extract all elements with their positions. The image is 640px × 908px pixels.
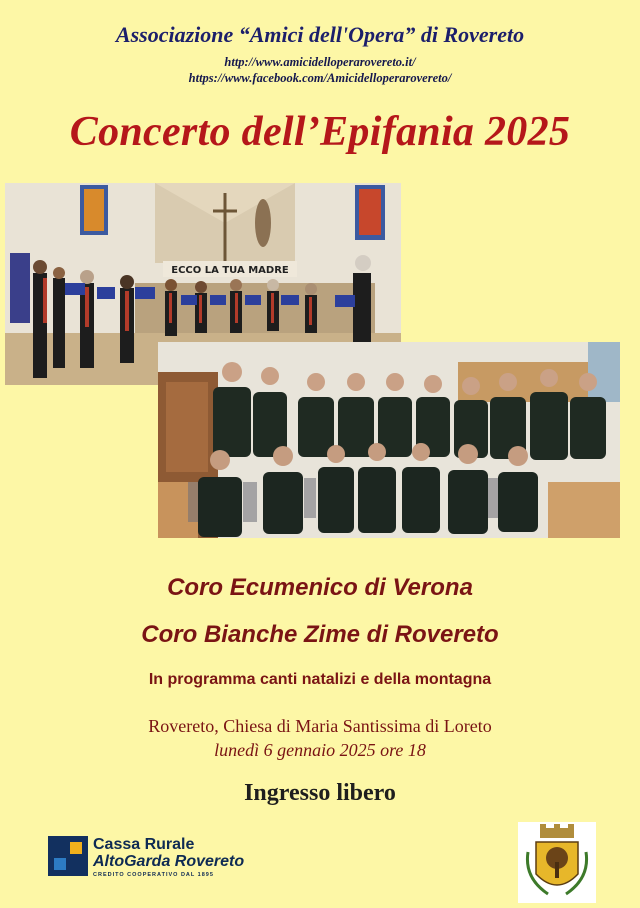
church-banner-text: ECCO LA TUA MADRE: [171, 265, 289, 276]
choir-rovereto: Coro Bianche Zime di Rovereto: [141, 621, 499, 648]
bank-logo: [48, 836, 278, 882]
bank-name-line3: CREDITO COOPERATIVO DAL 1895: [93, 872, 214, 878]
bank-name-line2: AltoGarda Rovereto: [93, 853, 245, 870]
city-crest: [518, 822, 596, 903]
bank-name-line1: Cassa Rurale: [93, 836, 195, 853]
choir-verona: Coro Ecumenico di Verona: [167, 574, 473, 601]
website-url[interactable]: http://www.amicidelloperarovereto.it/: [224, 55, 416, 69]
entry-info: Ingresso libero: [244, 780, 396, 806]
bank-logo-icon: [48, 836, 88, 876]
association-name: Associazione “Amici dell'Opera” di Rovereto: [115, 22, 525, 47]
concert-title: Concerto dell’Epifania 2025: [69, 109, 571, 155]
venue: Rovereto, Chiesa di Maria Santissima di Loreto: [148, 716, 492, 736]
event-date: lunedì 6 gennaio 2025 ore 18: [214, 740, 426, 760]
program-description: In programma canti natalizi e della montagna: [148, 671, 492, 688]
male-choir-photo: [158, 342, 620, 538]
facebook-url[interactable]: https://www.facebook.com/Amicidelloperarovereto/: [188, 71, 452, 85]
